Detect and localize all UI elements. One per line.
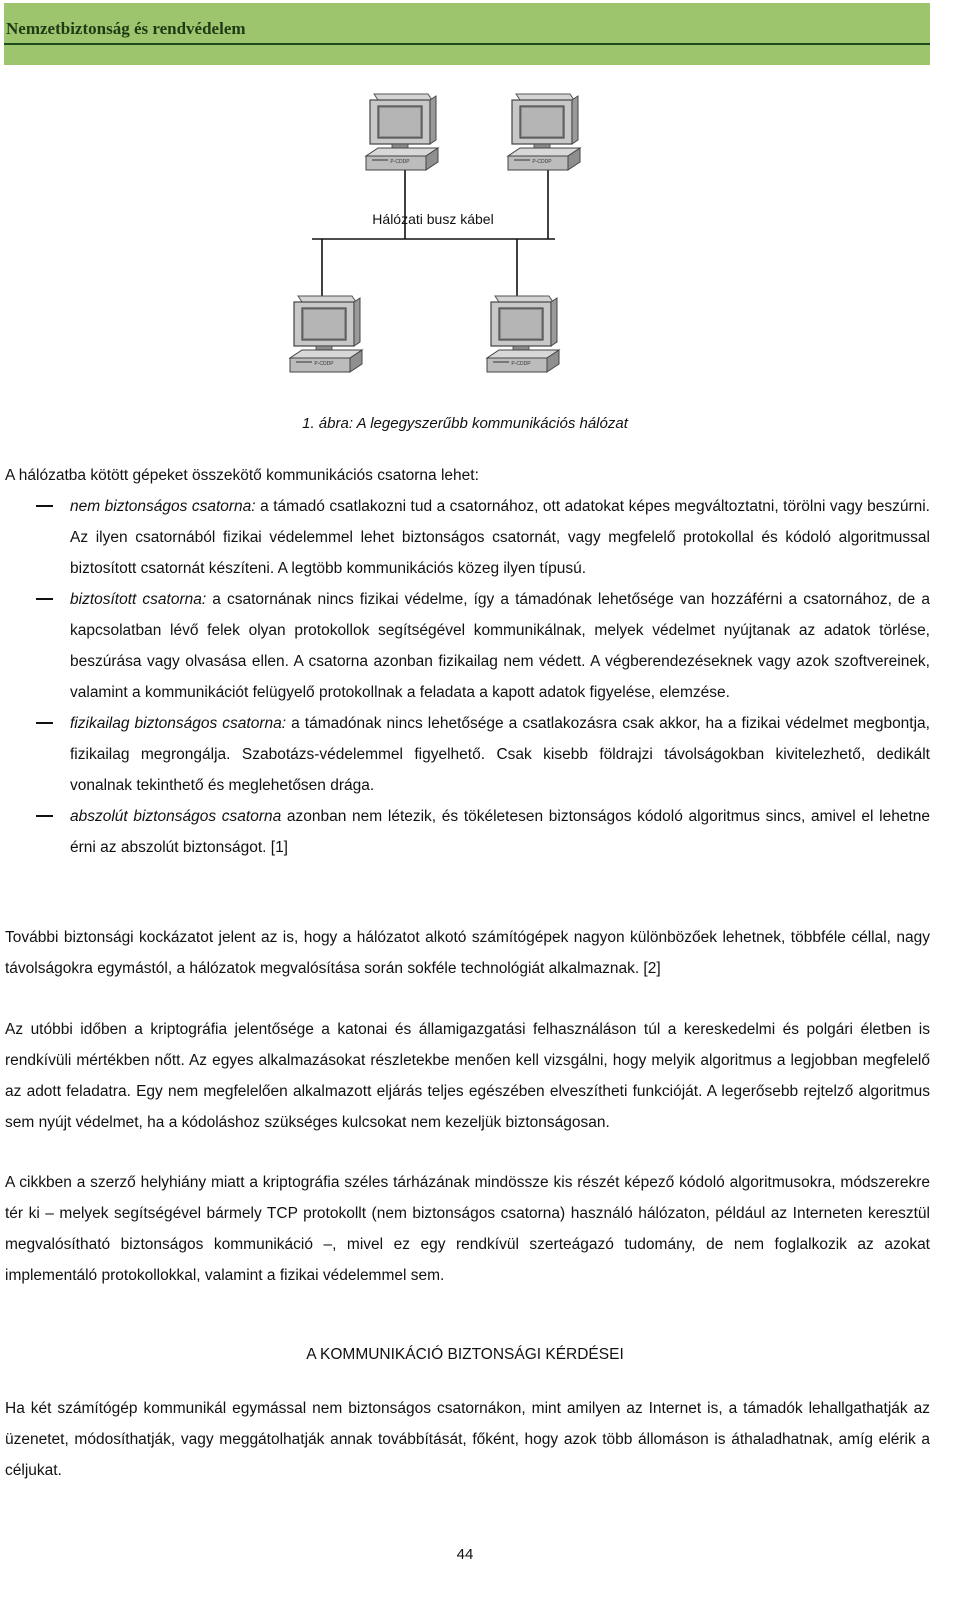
header-rule [4,43,930,45]
computer-icon [487,296,559,372]
page-number: 44 [456,1546,474,1563]
header-title: Nemzetbiztonság és rendvédelem [6,19,246,38]
list-item [5,708,930,801]
section-paragraph: Ha két számítógép kommunikál egymással nem biztonságos csatornákon, mint amilyen az Internet is, a támadók lehallgathatják az üzenetet, módosíthatják, vagy meggátolhatják annak továbbítását, főként, hogy azok több állomáson is áthaladhatnak, amíg elérik a céljukat. [5,1400,930,1479]
svg-text:P-CDDP: P-CDDP [511,361,531,367]
dash-bullet [36,505,53,507]
list-term: biztosított csatorna: [70,591,207,608]
svg-text:P-CDDP: P-CDDP [390,159,410,165]
list-term: abszolút biztonságos csatorna [70,808,282,825]
dash-bullet [36,722,53,724]
svg-text:P-CDDP: P-CDDP [532,159,552,165]
cable-label: Hálózati busz kábel [372,211,494,227]
computer-icon [366,94,438,170]
section-title: A KOMMUNIKÁCIÓ BIZTONSÁGI KÉRDÉSEI [306,1346,624,1363]
list-term: nem biztonságos csatorna: [70,498,256,515]
computer-icon [290,296,362,372]
list-item [5,491,930,584]
network-diagram [270,88,600,378]
channel-list [5,491,930,863]
intro-text: A hálózatba kötött gépeket összekötő kommunikációs csatorna lehet: [5,467,479,484]
list-item [5,801,930,863]
paragraph: Az utóbbi időben a kriptográfia jelentősége a katonai és államigazgatási felhasználáson túl a kereskedelmi és polgári életben is rendkívüli mértékben nőtt. Az egyes alkalmazásokat részletekbe menően kell vizsgálni, hogy melyik algoritmus a legjobban megfelelő az adott feladatra. Egy nem megfelelően alkalmazott eljárás teljes egészében elveszítheti funkcióját. A legerősebb rejtelző algoritmus sem nyújt védelmet, ha a kódoláshoz szükséges kulcsokat nem kezeljük biztonságosan. [5,1021,930,1131]
paragraph: További biztonsági kockázatot jelent az is, hogy a hálózatot alkotó számítógépek nagyon különbözőek lehetnek, többféle céllal, nagy távolságokra egymástól, a hálózatok megvalósítása során sokféle technológiát alkalmaznak. [2] [5,929,930,977]
page-header [4,3,930,65]
dash-bullet [36,598,53,600]
list-item [5,584,930,708]
figure-caption: 1. ábra: A legegyszerűbb kommunikációs hálózat [302,415,628,432]
list-term: fizikailag biztonságos csatorna: [70,715,287,732]
list-text: a támadó csatlakozni tud a csatornához, ott adatokat képes megváltoztatni, törölni vagy beszúrni. Az ilyen csatornából fizikai védelemmel lehet biztonságos csatornát, vagy megfelelő protokollal és kódoló algoritmussal biztosított csatornát készíteni. A legtöbb kommunikációs közeg ilyen típusú. [70,498,930,577]
paragraph: A cikkben a szerző helyhiány miatt a kriptográfia széles tárházának mindössze kis részét képező kódoló algoritmusokra, módszerekre tér ki – melyek segítségével bármely TCP protokollt (nem biztonságos csatorna) használó hálózaton, például az Interneten keresztül megvalósítható biztonságos kommunikáció –, mivel ez egy rendkívül szerteágazó tudomány, de nem foglalkozik az azokat implementáló protokollokkal, valamint a fizikai védelemmel sem. [5,1174,930,1284]
list-text: a csatornának nincs fizikai védelme, így a támadónak lehetősége van hozzáférni a csatornához, de a kapcsolatban lévő felek olyan protokollok segítségével kommunikálnak, melyek védelmet nyújtanak az adatok törlése, beszúrása vagy olvasása ellen. A csatorna azonban fizikailag nem védett. A végberendezéseknek vagy azok szoftvereinek, valamint a kommunikációt felügyelő protokollnak a feladata a kapott adatok figyelése, elemzése. [70,591,930,701]
computer-icon [508,94,580,170]
list-text: azonban nem létezik, és tökéletesen biztonságos kódoló algoritmus sincs, amivel el lehetne érni az abszolút biztonságot. [1] [70,808,930,856]
dash-bullet [36,815,53,817]
list-text: a támadónak nincs lehetősége a csatlakozásra csak akkor, ha a fizikai védelmet megbontja, fizikailag megrongálja. Szabotázs-védelemmel figyelhető. Csak kisebb földrajzi távolságokban kivitelezhető, dedikált vonalnak tekinthető és meglehetősen drága. [70,715,930,794]
svg-text:P-CDDP: P-CDDP [314,361,334,367]
